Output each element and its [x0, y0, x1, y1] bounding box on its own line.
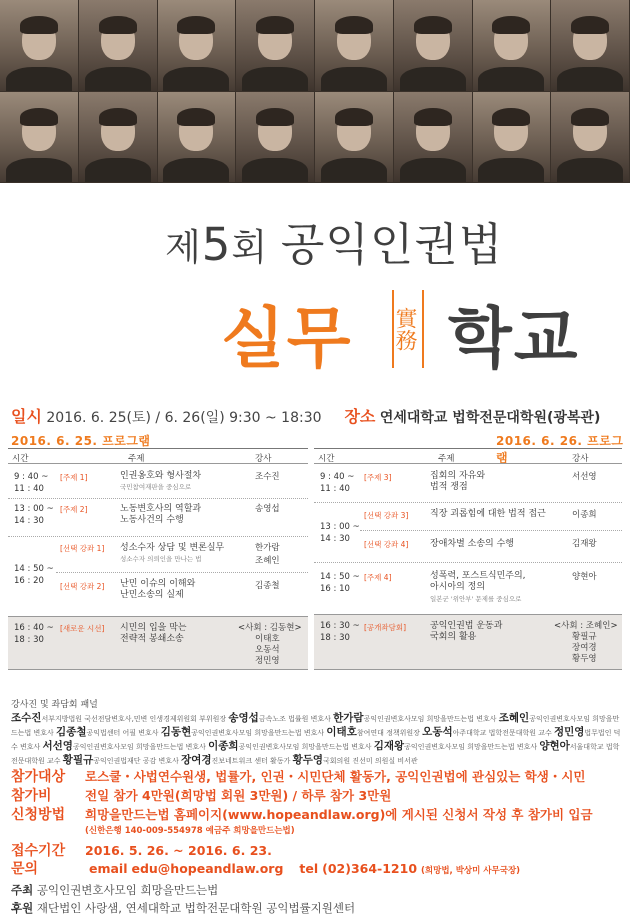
day1-r4-time: 14 : 50 ~ — [14, 564, 54, 574]
speaker-photo — [79, 0, 158, 92]
divider — [8, 498, 308, 499]
day1-r1-speaker: 조수진 — [255, 472, 280, 482]
day1-r4-tag: [선택 강좌 2] — [60, 582, 105, 591]
day2-r1-title2: 법적 쟁점 — [430, 482, 468, 492]
day2-r5-tag: [공개좌담회] — [364, 623, 407, 632]
day1-r2-time: 13 : 00 ~ — [14, 504, 54, 514]
divider — [314, 502, 622, 503]
day1-r1-tag: [주제 1] — [60, 473, 88, 482]
day2-r1-speaker: 서선영 — [572, 472, 597, 482]
day1-r4-title2: 난민소송의 실제 — [120, 590, 184, 600]
day2-r2-tag: [선택 강좌 3] — [364, 511, 409, 520]
day2-r5-moderator: <사회 : 조혜인> — [554, 621, 618, 631]
speaker-photo — [394, 0, 473, 92]
speaker-photo — [158, 92, 237, 184]
target-row: 참가대상 로스쿨・사법연수원생, 법률가, 인권・시민단체 활동가, 공익인권법에 관심있는 학생・시민 — [11, 769, 586, 785]
day2-r5-title2: 국회의 활용 — [430, 632, 477, 642]
day2-r3-title: 장애차별 소송의 수행 — [430, 539, 514, 549]
divider — [8, 536, 308, 537]
day2-r5-speaker4: 황두영 — [572, 654, 597, 664]
panel-entry: 정민영법무법인 덕수 변호사 — [11, 726, 621, 751]
day2-r1-title: 집회의 자유와 — [430, 471, 486, 481]
speaker-photo — [236, 0, 315, 92]
speaker-photo — [473, 0, 552, 92]
day2-table — [314, 448, 622, 670]
fee-row: 참가비 전일 참가 4만원(희망법 회원 3만원) / 하루 참가 3만원 — [11, 788, 392, 804]
day2-r1-time2: 11 : 40 — [320, 484, 350, 494]
day2-r4-tag: [주제 4] — [364, 573, 392, 582]
day2-r5-speaker3: 장여경 — [572, 643, 597, 653]
day1-table-header: 시간 주제 강사 — [8, 448, 308, 464]
day2-r1-tag: [주제 3] — [364, 473, 392, 482]
apply-row: 신청방법 희망을만드는법 홈페이지(www.hopeandlaw.org)에 게시된 신청서 작성 후 참가비 입금 — [11, 807, 593, 823]
day2-r4-speaker: 양현아 — [572, 572, 597, 582]
speaker-photo — [236, 92, 315, 184]
day2-r4-title2: 아시아의 정의 — [430, 582, 486, 592]
day1-r2-time2: 14 : 30 — [14, 516, 44, 526]
day2-r4-sub: 일본군 '위안부' 문제를 중심으로 — [430, 595, 522, 603]
day1-r2-title: 노동변호사의 역할과 — [120, 504, 202, 514]
divider — [360, 530, 622, 531]
day2-r2-time: 13 : 00 ~ — [320, 522, 360, 532]
title-hanja: 實務 — [392, 290, 424, 368]
day1-r5-time2: 18 : 30 — [14, 635, 44, 645]
day1-r1-title: 인권옹호와 형사절차 — [120, 471, 202, 481]
title-line-1: 제5회 공익인권법 — [165, 218, 504, 271]
panel-entry: 김종철공익법센터 어필 변호사 — [56, 726, 159, 738]
panel-entry: 김재왕공익인권변호사모임 희망을만드는법 변호사 — [373, 740, 538, 752]
panel-entry: 황필규공익인권법재단 공감 변호사 — [62, 754, 179, 766]
panel-entry: 조수진서부지방법원 국선전담변호사,민변 인생경제위원회 부위원장 — [11, 712, 227, 724]
speaker-photo — [158, 0, 237, 92]
panel-entry: 오동석아주대학교 법학전문대학원 교수 — [422, 726, 552, 738]
day1-heading: 2016. 6. 25. 프로그램 — [11, 434, 151, 448]
speaker-photo — [79, 92, 158, 184]
panel-entry: 이종희공익인권변호사모임 희망을만드는법 변호사 — [208, 740, 372, 752]
panel-entry: 송영섭금속노조 법률원 변호사 — [228, 712, 331, 724]
panel-heading: 강사진 및 좌담회 패널 — [11, 700, 98, 710]
panel-entry: 김동현공익인권변호사모임 희망을만드는법 변호사 — [160, 726, 325, 738]
title-word-silmu: 실무 — [221, 300, 353, 377]
day1-r2-tag: [주제 2] — [60, 505, 88, 514]
divider — [314, 562, 622, 563]
day1-r3-speaker: 한가람 — [255, 543, 280, 553]
panel-list — [11, 712, 621, 768]
speaker-photo — [473, 92, 552, 184]
day1-r3-tag: [선택 강좌 1] — [60, 544, 105, 553]
day2-r5-title: 공익인권법 운동과 — [430, 621, 503, 631]
day2-r4-time: 14 : 50 ~ — [320, 572, 360, 582]
sponsor-row: 후원 재단법인 사랑샘, 연세대학교 법학전문대학원 공익법률지원센터 — [11, 901, 356, 915]
day1-r5-speaker3: 오동석 — [255, 645, 280, 655]
day1-r2-title2: 노동사건의 수행 — [120, 515, 184, 525]
day2-r3-tag: [선택 강좌 4] — [364, 540, 409, 549]
event-date-place: 일시 2016. 6. 25(토) / 6. 26(일) 9:30 ~ 18:30 장소 연세대학교 법학전문대학원(광복관) — [11, 407, 601, 426]
speaker-photo — [551, 92, 630, 184]
day2-table-header: 시간 주제 강사 — [314, 448, 622, 464]
day2-r4-time2: 16 : 10 — [320, 584, 350, 594]
host-row: 주최 공익인권변호사모임 희망을만드는법 — [11, 883, 219, 897]
day1-r5-speaker4: 정민영 — [255, 656, 280, 666]
apply-sub: (신한은행 140-009-554978 예금주 희망을만드는법) — [85, 826, 295, 836]
day1-r1-time2: 11 : 40 — [14, 484, 44, 494]
day2-r5-speaker2: 황필규 — [572, 632, 597, 642]
day2-r2-time2: 14 : 30 — [320, 534, 350, 544]
day2-r5-time2: 18 : 30 — [320, 633, 350, 643]
day1-r5-time: 16 : 40 ~ — [14, 623, 54, 633]
panel-entry: 양현아서울대학교 법학전문대학원 교수 — [11, 740, 620, 765]
panel-entry: 이태호참여연대 정책위원장 — [326, 726, 420, 738]
day2-heading: 2016. 6. 26. 프로그램 — [496, 434, 624, 465]
speaker-photo — [315, 0, 394, 92]
divider — [56, 572, 308, 573]
day1-r3-sub: 성소수자 의뢰인을 만나는 법 — [120, 555, 202, 563]
day1-r5-title2: 전략적 봉쇄소송 — [120, 634, 184, 644]
day1-r1-time: 9 : 40 ~ — [14, 472, 49, 482]
day1-r3-speaker2: 조혜인 — [255, 556, 280, 566]
contact-row: 문의 email edu@hopeandlaw.org tel (02)364-1210 (희망법, 박상미 사무국장) — [11, 861, 521, 877]
day2-r2-title: 직장 괴롭힘에 대한 법적 접근 — [430, 509, 546, 519]
title-word-hakgyo: 학교 — [448, 300, 580, 377]
speaker-photo — [0, 0, 79, 92]
panel-entry: 장여경진보네트워크 센터 활동가 — [181, 754, 291, 766]
day1-r2-speaker: 송영섭 — [255, 504, 280, 514]
day1-r5-tag: [새로운 시선] — [60, 624, 105, 633]
panel-entry: 조혜인공익인권변호사모임 희망을만드는법 변호사 — [11, 712, 620, 737]
day2-r2-speaker: 이종희 — [572, 510, 597, 520]
panel-entry: 한가람공익인권변호사모임 희망을만드는법 변호사 — [333, 712, 497, 724]
day1-r4-title: 난민 이슈의 이해와 — [120, 579, 196, 589]
speaker-photo — [551, 0, 630, 92]
speaker-photo — [0, 92, 79, 184]
speaker-photo-grid — [0, 0, 630, 183]
day2-r4-title: 성폭력, 포스트식민주의, — [430, 571, 526, 581]
day1-r5-moderator: <사회 : 김동현> — [238, 623, 302, 633]
speaker-photo — [394, 92, 473, 184]
day1-r3-title: 성소수자 상담 및 변론실무 — [120, 543, 225, 553]
day2-r3-speaker: 김재왕 — [572, 539, 597, 549]
day1-r5-speaker2: 이태호 — [255, 634, 280, 644]
day1-r4-speaker: 김종철 — [255, 581, 280, 591]
period-row: 접수기간 2016. 5. 26. ~ 2016. 6. 23. — [11, 843, 272, 859]
day1-r1-sub: 국민참여재판을 중심으로 — [120, 483, 192, 491]
day1-r4-time2: 16 : 20 — [14, 576, 44, 586]
day2-r5-time: 16 : 30 ~ — [320, 621, 360, 631]
speaker-photo — [315, 92, 394, 184]
day2-r1-time: 9 : 40 ~ — [320, 472, 355, 482]
panel-entry: 황두영국회의원 진선미 의원실 비서관 — [292, 754, 418, 766]
panel-entry: 서선영공익인권변호사모임 희망을만드는법 변호사 — [42, 740, 206, 752]
day1-table — [8, 448, 308, 670]
day1-r5-title: 시민의 입을 막는 — [120, 623, 187, 633]
